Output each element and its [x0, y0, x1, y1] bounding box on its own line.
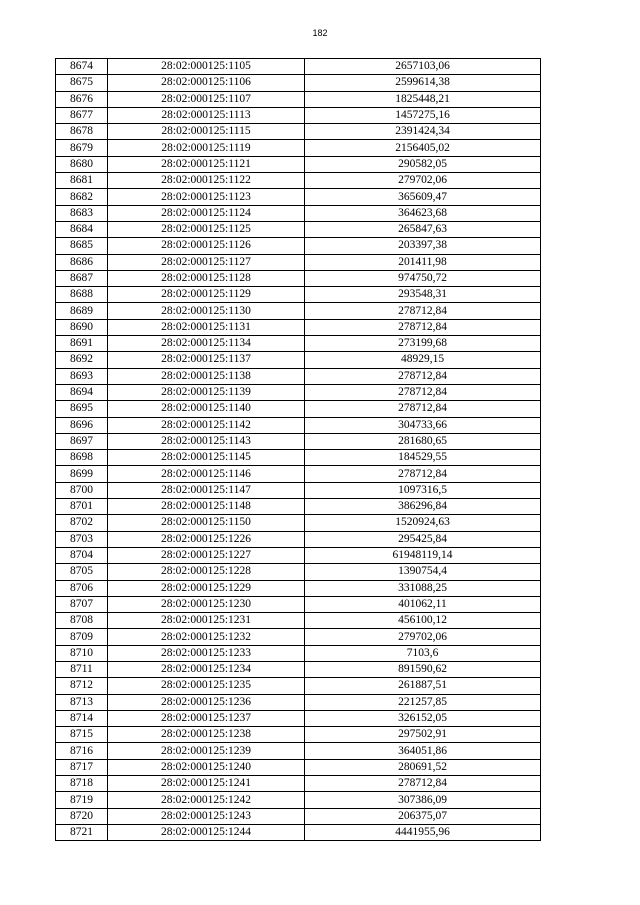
cadastral-value-cell: 61948119,14 — [305, 547, 541, 563]
cadastral-number-cell: 28:02:000125:1240 — [108, 759, 305, 775]
cadastral-value-cell: 2657103,06 — [305, 59, 541, 75]
cadastral-number-cell: 28:02:000125:1137 — [108, 352, 305, 368]
cadastral-number-cell: 28:02:000125:1235 — [108, 678, 305, 694]
cadastral-value-cell: 281680,65 — [305, 433, 541, 449]
cadastral-value-cell: 2391424,34 — [305, 124, 541, 140]
table-row — [56, 694, 541, 710]
table-row — [56, 156, 541, 172]
table-row — [56, 384, 541, 400]
cadastral-value-table — [55, 58, 541, 841]
row-number-cell: 8714 — [56, 710, 108, 726]
cadastral-value-cell: 307386,09 — [305, 792, 541, 808]
cadastral-value-cell: 279702,06 — [305, 173, 541, 189]
cadastral-number-cell: 28:02:000125:1230 — [108, 596, 305, 612]
table-row — [56, 759, 541, 775]
cadastral-number-cell: 28:02:000125:1142 — [108, 417, 305, 433]
row-number-cell: 8703 — [56, 531, 108, 547]
cadastral-number-cell: 28:02:000125:1125 — [108, 221, 305, 237]
table-row — [56, 401, 541, 417]
table-row — [56, 254, 541, 270]
cadastral-number-cell: 28:02:000125:1139 — [108, 384, 305, 400]
row-number-cell: 8680 — [56, 156, 108, 172]
cadastral-value-cell: 386296,84 — [305, 499, 541, 515]
cadastral-number-cell: 28:02:000125:1140 — [108, 401, 305, 417]
table-row — [56, 613, 541, 629]
cadastral-value-cell: 279702,06 — [305, 629, 541, 645]
cadastral-number-cell: 28:02:000125:1147 — [108, 482, 305, 498]
cadastral-number-cell: 28:02:000125:1226 — [108, 531, 305, 547]
table-row — [56, 547, 541, 563]
cadastral-number-cell: 28:02:000125:1106 — [108, 75, 305, 91]
row-number-cell: 8692 — [56, 352, 108, 368]
row-number-cell: 8711 — [56, 661, 108, 677]
cadastral-number-cell: 28:02:000125:1232 — [108, 629, 305, 645]
cadastral-number-cell: 28:02:000125:1131 — [108, 319, 305, 335]
row-number-cell: 8695 — [56, 401, 108, 417]
cadastral-value-cell: 401062,11 — [305, 596, 541, 612]
table-row — [56, 808, 541, 824]
row-number-cell: 8701 — [56, 499, 108, 515]
row-number-cell: 8698 — [56, 450, 108, 466]
row-number-cell: 8717 — [56, 759, 108, 775]
page-number: 182 — [312, 28, 328, 38]
table-row — [56, 645, 541, 661]
cadastral-number-cell: 28:02:000125:1234 — [108, 661, 305, 677]
cadastral-number-cell: 28:02:000125:1127 — [108, 254, 305, 270]
table-row — [56, 580, 541, 596]
row-number-cell: 8685 — [56, 238, 108, 254]
cadastral-number-cell: 28:02:000125:1241 — [108, 776, 305, 792]
table-row — [56, 678, 541, 694]
table-row — [56, 59, 541, 75]
table-row — [56, 303, 541, 319]
row-number-cell: 8700 — [56, 482, 108, 498]
row-number-cell: 8693 — [56, 368, 108, 384]
table-row — [56, 319, 541, 335]
row-number-cell: 8706 — [56, 580, 108, 596]
row-number-cell: 8699 — [56, 466, 108, 482]
cadastral-value-cell: 7103,6 — [305, 645, 541, 661]
table-row — [56, 75, 541, 91]
row-number-cell: 8697 — [56, 433, 108, 449]
row-number-cell: 8689 — [56, 303, 108, 319]
table-row — [56, 499, 541, 515]
cadastral-number-cell: 28:02:000125:1236 — [108, 694, 305, 710]
row-number-cell: 8715 — [56, 727, 108, 743]
row-number-cell: 8681 — [56, 173, 108, 189]
row-number-cell: 8718 — [56, 776, 108, 792]
table-row — [56, 466, 541, 482]
cadastral-value-cell: 1390754,4 — [305, 564, 541, 580]
cadastral-value-cell: 1097316,5 — [305, 482, 541, 498]
cadastral-value-cell: 365609,47 — [305, 189, 541, 205]
cadastral-number-cell: 28:02:000125:1228 — [108, 564, 305, 580]
cadastral-value-cell: 273199,68 — [305, 336, 541, 352]
cadastral-number-cell: 28:02:000125:1148 — [108, 499, 305, 515]
cadastral-value-cell: 184529,55 — [305, 450, 541, 466]
row-number-cell: 8720 — [56, 808, 108, 824]
cadastral-number-cell: 28:02:000125:1146 — [108, 466, 305, 482]
row-number-cell: 8694 — [56, 384, 108, 400]
cadastral-value-cell: 221257,85 — [305, 694, 541, 710]
table-row — [56, 482, 541, 498]
cadastral-value-cell: 364623,68 — [305, 205, 541, 221]
row-number-cell: 8675 — [56, 75, 108, 91]
cadastral-value-cell: 278712,84 — [305, 319, 541, 335]
cadastral-value-cell: 1520924,63 — [305, 515, 541, 531]
cadastral-number-cell: 28:02:000125:1143 — [108, 433, 305, 449]
cadastral-value-cell: 278712,84 — [305, 466, 541, 482]
table-row — [56, 776, 541, 792]
table-row — [56, 173, 541, 189]
table-row — [56, 140, 541, 156]
cadastral-number-cell: 28:02:000125:1129 — [108, 287, 305, 303]
cadastral-value-cell: 456100,12 — [305, 613, 541, 629]
row-number-cell: 8683 — [56, 205, 108, 221]
row-number-cell: 8674 — [56, 59, 108, 75]
cadastral-value-cell: 48929,15 — [305, 352, 541, 368]
cadastral-value-cell: 891590,62 — [305, 661, 541, 677]
table-body — [56, 59, 541, 841]
table-row — [56, 189, 541, 205]
cadastral-number-cell: 28:02:000125:1121 — [108, 156, 305, 172]
table-row — [56, 124, 541, 140]
table-row — [56, 531, 541, 547]
cadastral-number-cell: 28:02:000125:1242 — [108, 792, 305, 808]
cadastral-number-cell: 28:02:000125:1145 — [108, 450, 305, 466]
row-number-cell: 8710 — [56, 645, 108, 661]
cadastral-number-cell: 28:02:000125:1126 — [108, 238, 305, 254]
row-number-cell: 8687 — [56, 270, 108, 286]
cadastral-number-cell: 28:02:000125:1107 — [108, 91, 305, 107]
cadastral-value-cell: 206375,07 — [305, 808, 541, 824]
cadastral-number-cell: 28:02:000125:1124 — [108, 205, 305, 221]
row-number-cell: 8688 — [56, 287, 108, 303]
cadastral-number-cell: 28:02:000125:1128 — [108, 270, 305, 286]
cadastral-value-cell: 265847,63 — [305, 221, 541, 237]
row-number-cell: 8707 — [56, 596, 108, 612]
table-row — [56, 710, 541, 726]
table-row — [56, 564, 541, 580]
row-number-cell: 8678 — [56, 124, 108, 140]
row-number-cell: 8709 — [56, 629, 108, 645]
cadastral-value-cell: 203397,38 — [305, 238, 541, 254]
row-number-cell: 8705 — [56, 564, 108, 580]
table-row — [56, 368, 541, 384]
cadastral-value-cell: 293548,31 — [305, 287, 541, 303]
cadastral-number-cell: 28:02:000125:1122 — [108, 173, 305, 189]
cadastral-number-cell: 28:02:000125:1134 — [108, 336, 305, 352]
cadastral-value-cell: 295425,84 — [305, 531, 541, 547]
cadastral-value-cell: 1457275,16 — [305, 107, 541, 123]
row-number-cell: 8712 — [56, 678, 108, 694]
table-row — [56, 107, 541, 123]
table-row — [56, 433, 541, 449]
row-number-cell: 8721 — [56, 824, 108, 840]
table-row — [56, 417, 541, 433]
table-row — [56, 221, 541, 237]
cadastral-value-cell: 278712,84 — [305, 303, 541, 319]
cadastral-value-cell: 201411,98 — [305, 254, 541, 270]
table-row — [56, 792, 541, 808]
table-row — [56, 91, 541, 107]
row-number-cell: 8708 — [56, 613, 108, 629]
cadastral-value-cell: 261887,51 — [305, 678, 541, 694]
row-number-cell: 8676 — [56, 91, 108, 107]
table-row — [56, 596, 541, 612]
table-row — [56, 352, 541, 368]
cadastral-number-cell: 28:02:000125:1231 — [108, 613, 305, 629]
table-row — [56, 515, 541, 531]
row-number-cell: 8716 — [56, 743, 108, 759]
table-row — [56, 661, 541, 677]
cadastral-value-cell: 4441955,96 — [305, 824, 541, 840]
cadastral-number-cell: 28:02:000125:1105 — [108, 59, 305, 75]
row-number-cell: 8684 — [56, 221, 108, 237]
table-row — [56, 336, 541, 352]
cadastral-number-cell: 28:02:000125:1233 — [108, 645, 305, 661]
cadastral-value-cell: 290582,05 — [305, 156, 541, 172]
row-number-cell: 8702 — [56, 515, 108, 531]
cadastral-value-cell: 278712,84 — [305, 776, 541, 792]
table-row — [56, 205, 541, 221]
row-number-cell: 8677 — [56, 107, 108, 123]
cadastral-value-cell: 974750,72 — [305, 270, 541, 286]
table-row — [56, 824, 541, 840]
table-row — [56, 238, 541, 254]
row-number-cell: 8679 — [56, 140, 108, 156]
cadastral-value-cell: 2156405,02 — [305, 140, 541, 156]
table-row — [56, 743, 541, 759]
cadastral-number-cell: 28:02:000125:1238 — [108, 727, 305, 743]
cadastral-number-cell: 28:02:000125:1243 — [108, 808, 305, 824]
row-number-cell: 8682 — [56, 189, 108, 205]
cadastral-number-cell: 28:02:000125:1227 — [108, 547, 305, 563]
table-row — [56, 287, 541, 303]
cadastral-value-cell: 1825448,21 — [305, 91, 541, 107]
table-row — [56, 450, 541, 466]
table-row — [56, 629, 541, 645]
cadastral-number-cell: 28:02:000125:1150 — [108, 515, 305, 531]
table-row — [56, 270, 541, 286]
cadastral-number-cell: 28:02:000125:1123 — [108, 189, 305, 205]
cadastral-value-cell: 2599614,38 — [305, 75, 541, 91]
cadastral-value-cell: 326152,05 — [305, 710, 541, 726]
cadastral-number-cell: 28:02:000125:1229 — [108, 580, 305, 596]
cadastral-number-cell: 28:02:000125:1115 — [108, 124, 305, 140]
cadastral-number-cell: 28:02:000125:1138 — [108, 368, 305, 384]
cadastral-value-cell: 280691,52 — [305, 759, 541, 775]
cadastral-value-cell: 297502,91 — [305, 727, 541, 743]
cadastral-value-cell: 364051,86 — [305, 743, 541, 759]
cadastral-number-cell: 28:02:000125:1237 — [108, 710, 305, 726]
cadastral-value-cell: 278712,84 — [305, 401, 541, 417]
row-number-cell: 8691 — [56, 336, 108, 352]
cadastral-value-cell: 278712,84 — [305, 368, 541, 384]
row-number-cell: 8704 — [56, 547, 108, 563]
cadastral-value-cell: 304733,66 — [305, 417, 541, 433]
cadastral-value-cell: 278712,84 — [305, 384, 541, 400]
row-number-cell: 8696 — [56, 417, 108, 433]
row-number-cell: 8690 — [56, 319, 108, 335]
cadastral-value-cell: 331088,25 — [305, 580, 541, 596]
cadastral-number-cell: 28:02:000125:1130 — [108, 303, 305, 319]
row-number-cell: 8713 — [56, 694, 108, 710]
cadastral-number-cell: 28:02:000125:1239 — [108, 743, 305, 759]
cadastral-number-cell: 28:02:000125:1244 — [108, 824, 305, 840]
cadastral-number-cell: 28:02:000125:1113 — [108, 107, 305, 123]
table-row — [56, 727, 541, 743]
row-number-cell: 8686 — [56, 254, 108, 270]
cadastral-number-cell: 28:02:000125:1119 — [108, 140, 305, 156]
row-number-cell: 8719 — [56, 792, 108, 808]
